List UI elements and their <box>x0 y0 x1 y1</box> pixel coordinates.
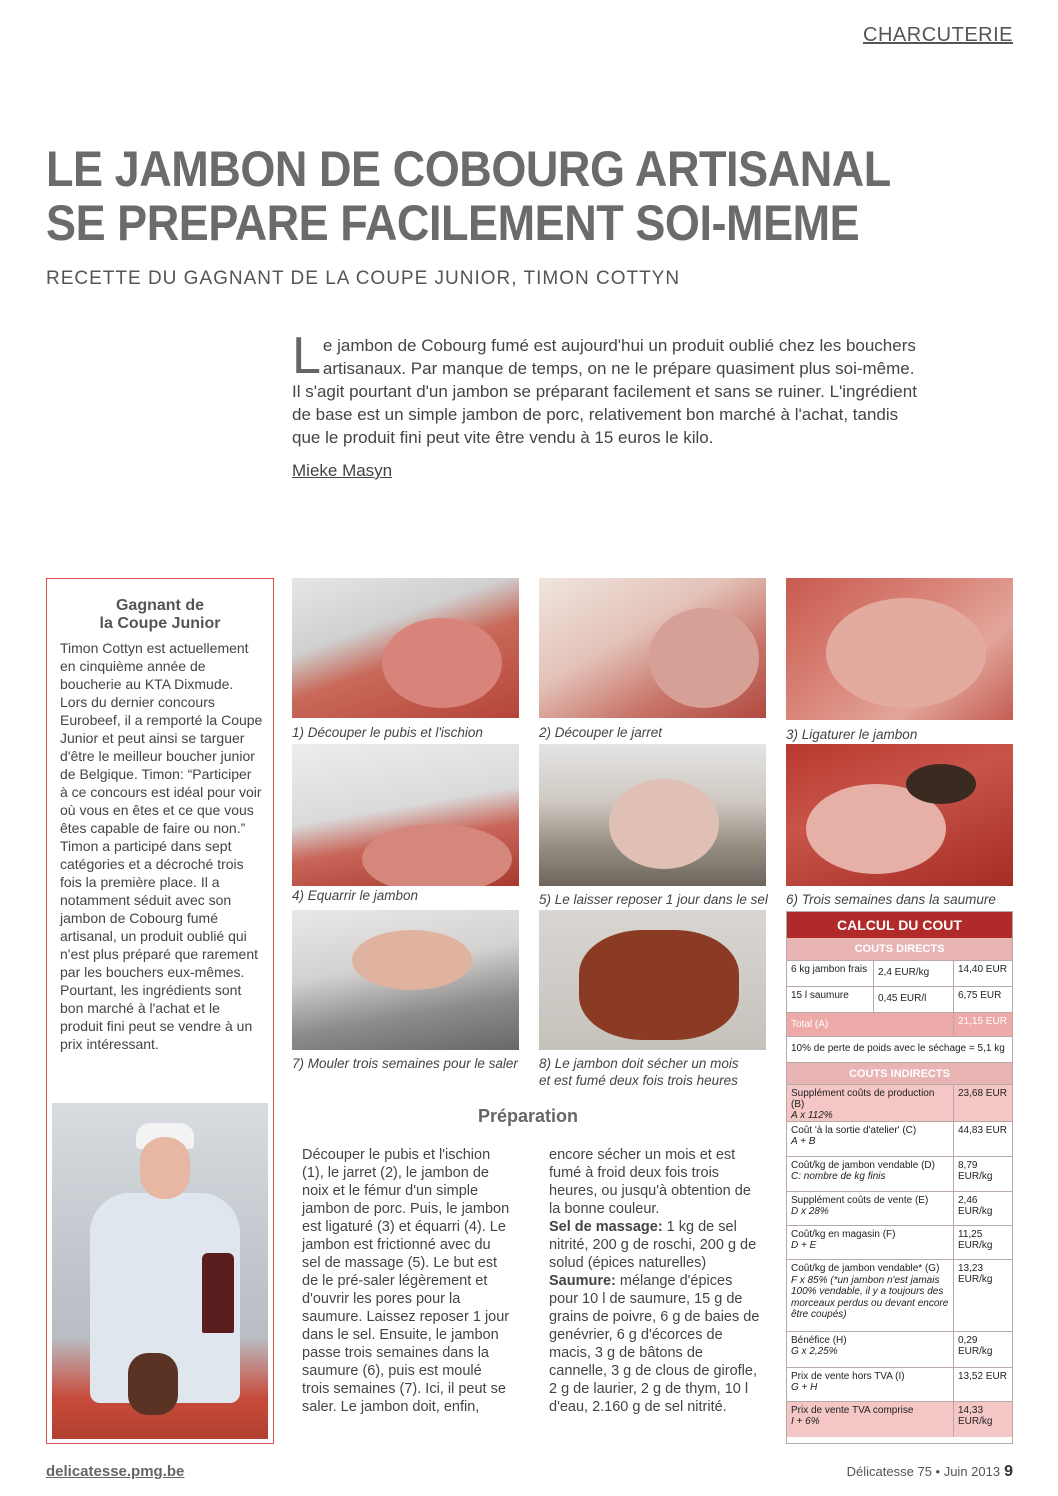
cell-label: Total (A) <box>787 1013 954 1036</box>
cell-value: 13,23 EUR/kg <box>958 1263 993 1285</box>
caption-2: 2) Découper le jarret <box>539 725 663 740</box>
cell-label: 15 l saumure <box>787 987 874 1012</box>
smoked-ham-shape <box>579 930 739 1040</box>
cell-label <box>787 1226 954 1259</box>
cell-label <box>787 1260 954 1331</box>
cell-label <box>787 1332 954 1367</box>
hand-shape <box>352 930 472 990</box>
cell-value: 44,83 EUR <box>958 1125 1007 1136</box>
saumure-text: mélange d'épices pour 10 l de saumure, 15 g de grains de poivre, 6 g de baies de genévrier, 6 g d'écorces de macis, 3 g de bâtons de cannelle, 3 g de clous de girofle, 2 g de laurier, 2 g de thym, 10 l d'eau, 2.160 g de sel nitrité. <box>549 1273 760 1415</box>
row-label: Coût/kg de jambon vendable (D) <box>791 1160 935 1171</box>
step-photo-8 <box>539 910 766 1050</box>
row-formula: D x 28% <box>791 1206 829 1217</box>
row-label: Coût 'à la sortie d'atelier' (C) <box>791 1125 917 1136</box>
spice-shape <box>906 764 976 804</box>
row-formula: G x 2,25% <box>791 1346 838 1357</box>
intro-paragraph <box>292 327 917 449</box>
sidebar-title-line-2: la Coupe Junior <box>99 615 221 632</box>
cell-label: 6 kg jambon frais <box>787 961 874 986</box>
intro-text: e jambon de Cobourg fumé est aujourd'hui un produit oublié chez les bouchers artisanaux. Par manque de temps, on ne le prépare quasiment plus soi-même. Il s'agit pourtant d'un jambon se préparant facilement et sans se ruiner. L'ingrédient de base est un simple jambon de porc, relativement bon marché à l'achat, tandis que le produit fini peut vite être vendu à 15 euros le kilo. <box>292 336 917 447</box>
cell-unit: 2,4 EUR/kg <box>874 961 954 986</box>
issue-text: Délicatesse 75 • Juin 2013 <box>846 1464 1001 1479</box>
caption-8-line-2: et est fumé deux fois trois heures <box>539 1073 738 1088</box>
smoked-ham-icon <box>128 1353 178 1415</box>
cell-value: 0,29 EUR/kg <box>958 1335 993 1357</box>
row-label: Coût/kg en magasin (F) <box>791 1229 896 1240</box>
step-photo-4 <box>292 744 519 886</box>
row-label: Prix de vente hors TVA (I) <box>791 1371 905 1382</box>
preparation-title: Préparation <box>478 1106 579 1126</box>
row-label: Supplément coûts de vente (E) <box>791 1195 929 1206</box>
table-row <box>787 960 1012 986</box>
meat-shape <box>649 608 759 708</box>
row-label: Coût/kg de jambon vendable* (G) <box>791 1263 940 1274</box>
indirect-costs-title: COUTS INDIRECTS <box>787 1062 1012 1084</box>
cell-value: 23,68 EUR <box>958 1088 1007 1099</box>
article-subtitle: RECETTE DU GAGNANT DE LA COUPE JUNIOR, TIMON COTTYN <box>46 268 681 289</box>
meat-shape <box>362 824 512 886</box>
step-photo-6 <box>786 744 1013 886</box>
winner-head <box>140 1137 190 1199</box>
table-row <box>787 1367 1012 1401</box>
drop-cap: L <box>292 327 321 385</box>
issue-info <box>847 1463 1013 1481</box>
meat-shape <box>609 779 719 869</box>
title-line-1: LE JAMBON DE COBOURG ARTISANAL <box>46 141 891 197</box>
caption-5: 5) Le laisser reposer 1 jour dans le sel <box>539 892 768 907</box>
cost-table <box>786 911 1013 1444</box>
table-row <box>787 1084 1012 1121</box>
row-formula: I + 6% <box>791 1416 820 1427</box>
preparation-col-2-intro: encore sécher un mois et est fumé à froid deux fois trois heures, ou jusqu'à obtention de la bonne couleur. <box>549 1147 751 1217</box>
saumure-label: Saumure: <box>549 1273 616 1289</box>
row-formula: F x 85% (*un jambon n'est jamais 100% vendable, il y a toujours des morceaux perdus ou devant encore être coupés) <box>791 1274 949 1320</box>
row-formula: G + H <box>791 1382 818 1393</box>
table-row <box>787 1225 1012 1259</box>
article-title <box>46 142 910 250</box>
table-row <box>787 1191 1012 1225</box>
cell-value: 2,46 EUR/kg <box>958 1195 993 1217</box>
row-formula: C: nombre de kg finis <box>791 1171 886 1182</box>
cell-label <box>787 1085 954 1121</box>
cell-value: 21,15 EUR <box>958 1016 1007 1027</box>
cell-unit: 0,45 EUR/l <box>874 987 954 1012</box>
step-photo-5 <box>539 744 766 886</box>
cell-note: 10% de perte de poids avec le séchage = 5,1 kg <box>791 1043 1005 1054</box>
direct-costs-title: COUTS DIRECTS <box>787 938 1012 960</box>
preparation-col-2 <box>549 1146 765 1416</box>
table-row <box>787 1121 1012 1156</box>
caption-1: 1) Découper le pubis et l'ischion <box>292 725 483 740</box>
title-line-2: SE PREPARE FACILEMENT SOI-MEME <box>46 195 860 251</box>
step-photo-3 <box>786 578 1013 720</box>
table-row-note <box>787 1036 1012 1062</box>
row-formula: D + E <box>791 1240 817 1251</box>
sidebar-title-line-1: Gagnant de <box>115 597 204 614</box>
winner-sidebar <box>46 578 274 1444</box>
cell-label <box>787 1192 954 1225</box>
sel-label: Sel de massage: <box>549 1219 663 1235</box>
preparation-col-1: Découper le pubis et l'ischion (1), le jarret (2), le jambon de noix et le fémur d'un simple jambon de porc. Puis, le jambon est ligaturé (3) et équarri (4). Le jambon est frictionné avec du sel de massage (5). Le but est de le pré-saler légèrement et d'ouvrir les pores pour la saumure. Laissez reposer 1 jour dans le sel. Ensuite, le jambon passe trois semaines dans la saumure (6), puis est moulé trois semaines (7). Ici, il peut se saler. Le jambon doit, enfin, <box>302 1147 510 1415</box>
caption-6: 6) Trois semaines dans la saumure <box>786 892 996 907</box>
cost-table-title: CALCUL DU COUT <box>787 912 1012 938</box>
cell-value: 8,79 EUR/kg <box>958 1160 993 1182</box>
row-formula: A x 112% <box>791 1110 833 1121</box>
cell-value: 11,25 EUR/kg <box>958 1229 993 1251</box>
cell-label <box>787 1122 954 1156</box>
row-formula: A + B <box>791 1136 816 1147</box>
table-row-total <box>787 1012 1012 1036</box>
winner-photo <box>52 1103 268 1439</box>
table-row <box>787 1259 1012 1331</box>
cell-label <box>787 1368 954 1401</box>
table-row <box>787 1401 1012 1437</box>
table-row <box>787 1156 1012 1191</box>
cell-label <box>787 1402 954 1437</box>
trophy-icon <box>202 1253 234 1333</box>
sidebar-title <box>47 597 273 633</box>
page-number: 9 <box>1004 1463 1013 1480</box>
cell-label <box>787 1157 954 1191</box>
section-tag: CHARCUTERIE <box>863 24 1013 46</box>
author-link[interactable]: Mieke Masyn <box>292 461 393 480</box>
caption-4: 4) Equarrir le jambon <box>292 888 419 903</box>
meat-shape <box>382 618 502 708</box>
step-photo-2 <box>539 578 766 718</box>
cell-value: 14,33 EUR/kg <box>958 1405 993 1427</box>
cell-value: 13,52 EUR <box>958 1371 1007 1382</box>
table-row <box>787 1331 1012 1367</box>
caption-8-line-1: 8) Le jambon doit sécher un mois <box>539 1056 739 1071</box>
table-row <box>787 986 1012 1012</box>
cell-value: 14,40 EUR <box>958 964 1007 975</box>
cell-value: 6,75 EUR <box>958 990 1002 1001</box>
row-label: Bénéfice (H) <box>791 1335 847 1346</box>
meat-shape <box>826 598 986 708</box>
row-label: Supplément coûts de production (B) <box>791 1088 935 1110</box>
caption-7: 7) Mouler trois semaines pour le saler <box>292 1056 518 1071</box>
step-photo-1 <box>292 578 519 718</box>
sidebar-text: Timon Cottyn est actuellement en cinquième année de boucherie au KTA Dixmude. Lors du dernier concours Eurobeef, il a remporté la Coupe Junior et peut ainsi se targuer d'être le meilleur boucher junior de Belgique. Timon: “Participer à ce concours est idéal pour voir où vous en êtes et ce que vous êtes capable de faire ou non.” Timon a participé dans sept catégories et a décroché trois fois la première place. Il a notamment séduit avec son jambon de Cobourg fumé artisanal, un produit oublié qui n'est plus préparé que rarement par les bouchers eux-mêmes. Pourtant, les ingrédients sont bon marché à l'achat et le produit fini peut se vendre à un prix intéressant. <box>60 640 263 1052</box>
step-photo-7 <box>292 910 519 1050</box>
site-link[interactable]: delicatesse.pmg.be <box>46 1463 185 1480</box>
caption-3: 3) Ligaturer le jambon <box>786 727 918 742</box>
row-label: Prix de vente TVA comprise <box>791 1405 914 1416</box>
caption-8 <box>539 1055 739 1089</box>
sel-text: 1 kg de sel nitrité, 200 g de roschi, 200 g de solud (épices naturelles) <box>549 1219 757 1271</box>
